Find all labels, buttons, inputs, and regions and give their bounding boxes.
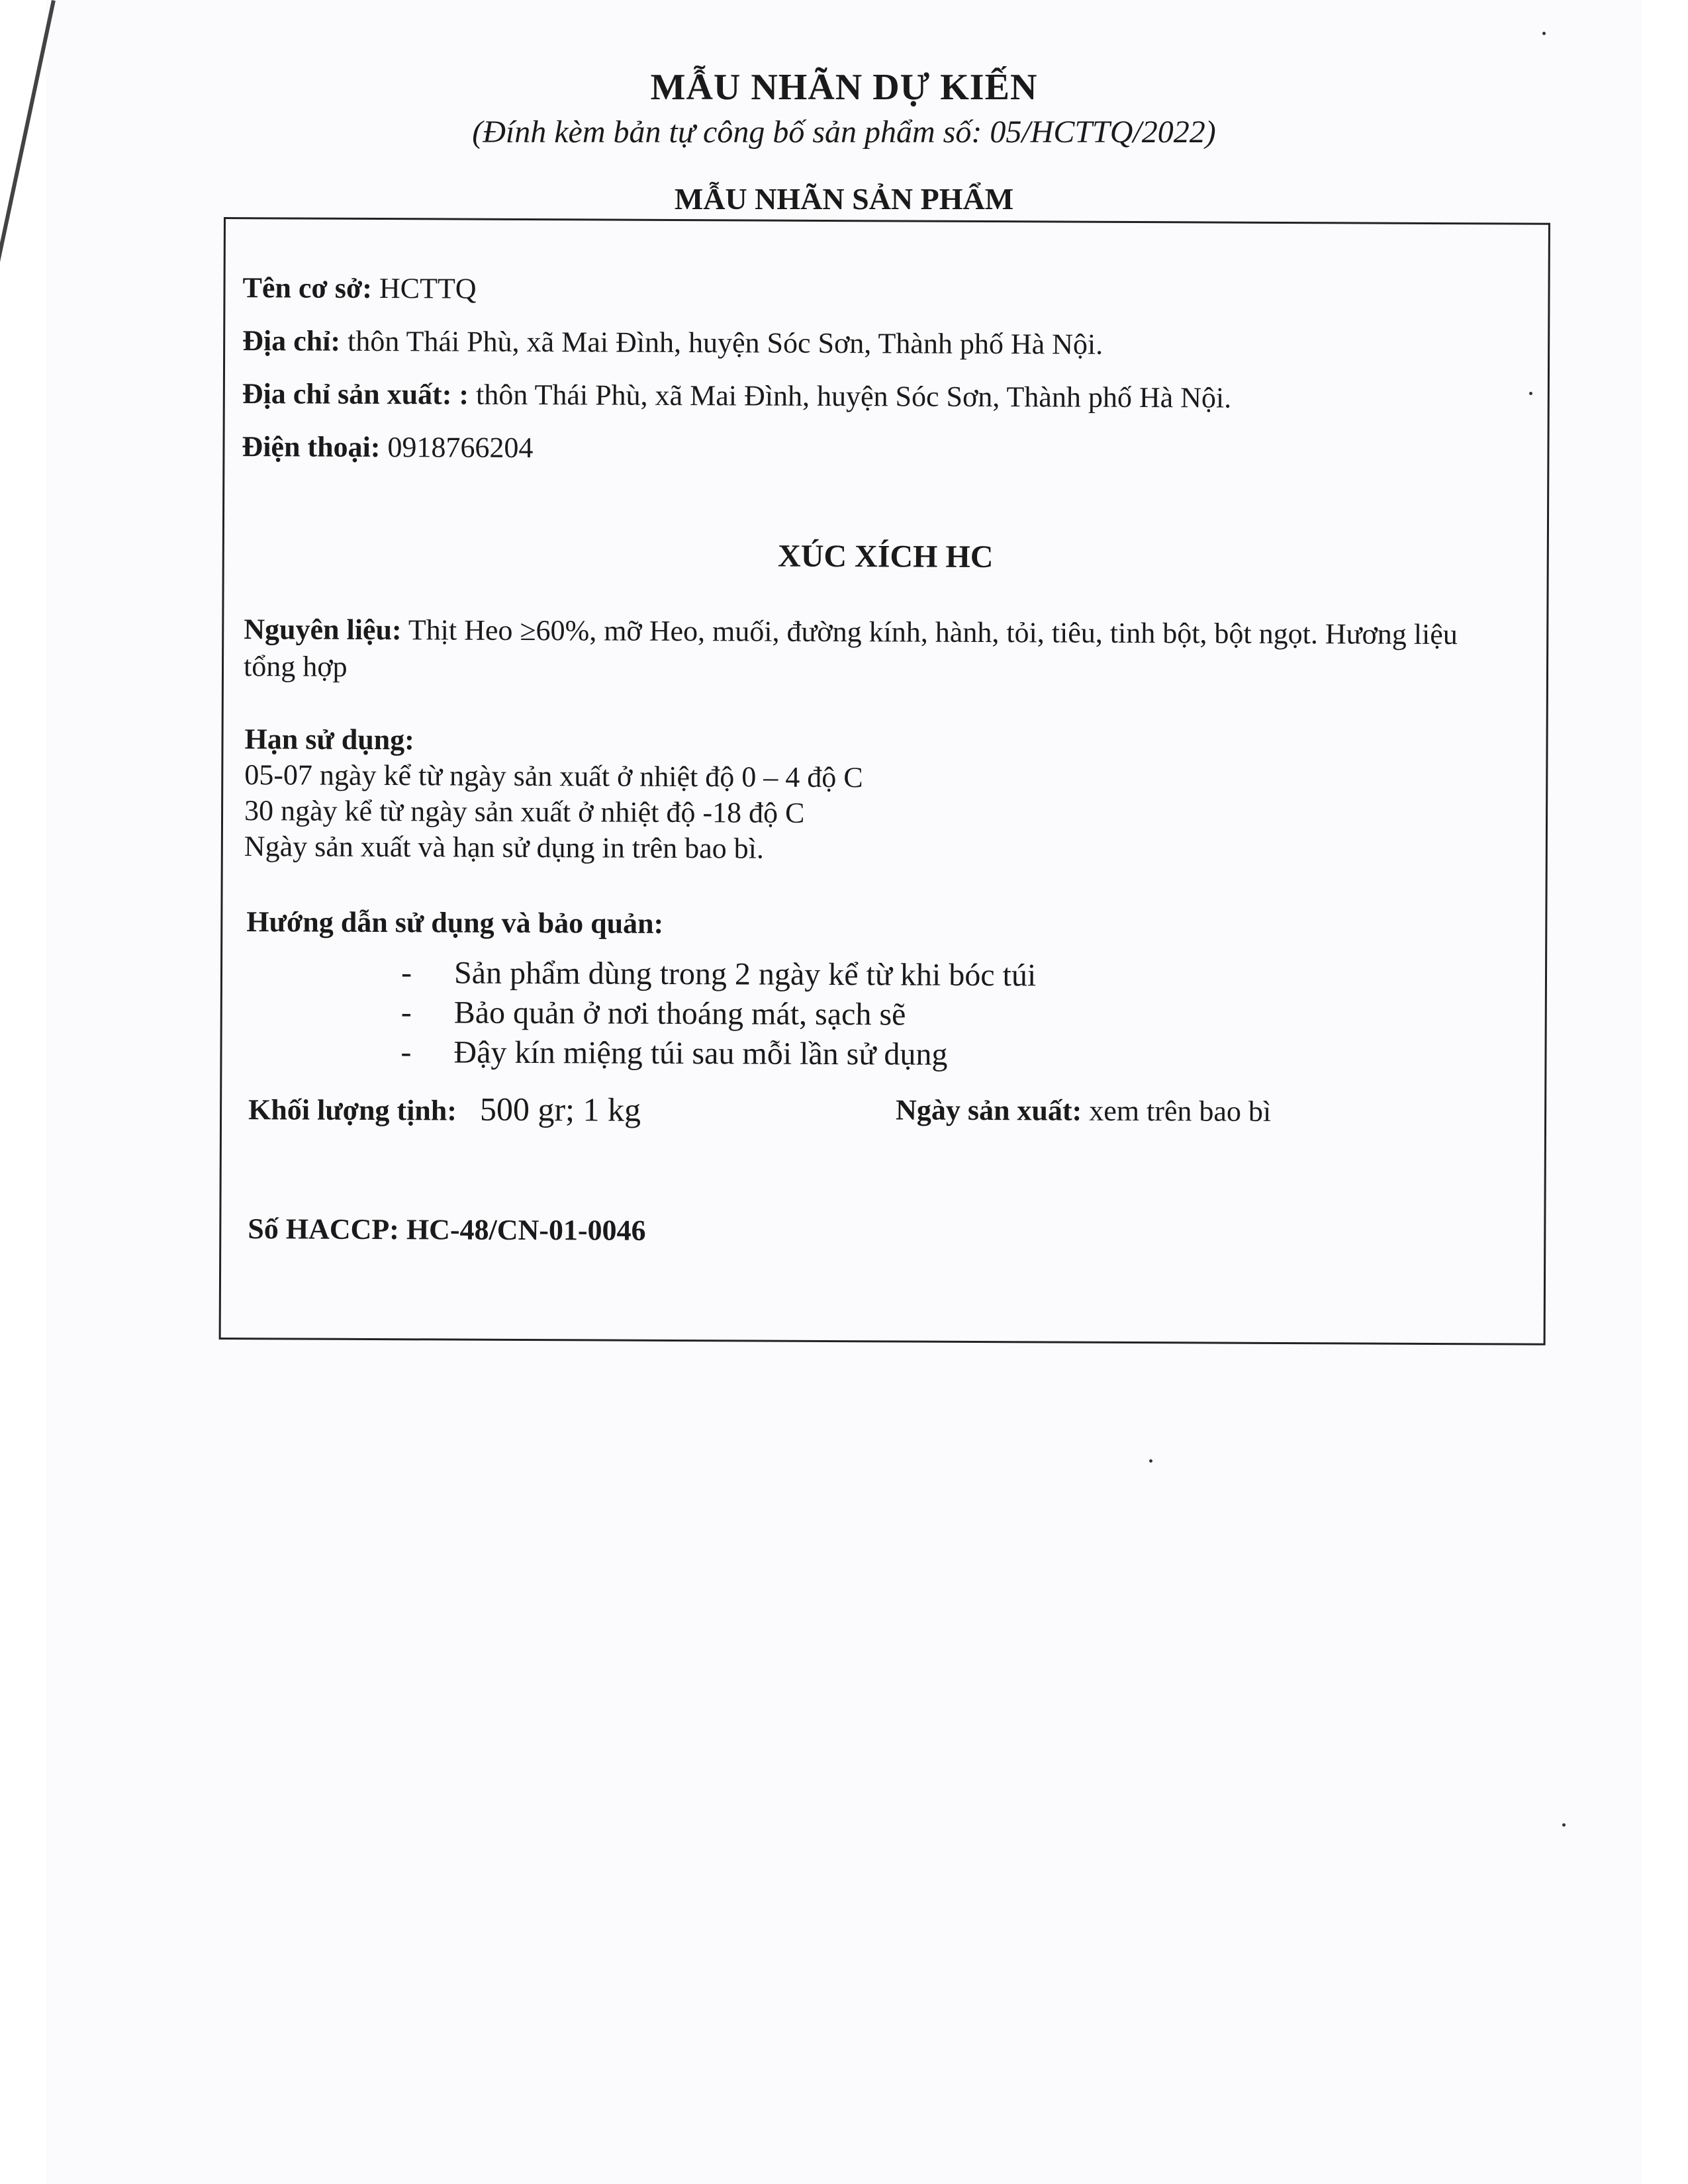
production-date-label: Ngày sản xuất: <box>896 1093 1082 1127</box>
label-heading: MẪU NHÃN SẢN PHẨM <box>674 182 1014 216</box>
phone-line <box>242 430 533 465</box>
production-address-line <box>242 377 1232 415</box>
facility-address-line <box>242 324 1103 361</box>
ingredients-line-2: tổng hợp <box>243 650 348 683</box>
document-subtitle: (Đính kèm bản tự công bố sản phẩm số: 05/HCTTQ/2022) <box>472 114 1216 150</box>
production-date-value: xem trên bao bì <box>1082 1094 1272 1128</box>
bullet-dash: - <box>400 1034 412 1070</box>
facility-address-value: thôn Thái Phù, xã Mai Đình, huyện Sóc Sơn, Thành phố Hà Nội. <box>340 324 1103 361</box>
ingredients-value: Thịt Heo ≥60%, mỡ Heo, muối, đường kính, hành, tỏi, tiêu, tinh bột, bột ngọt. Hương liệu <box>401 614 1458 651</box>
scan-speck <box>1542 32 1546 35</box>
usage-label: Hướng dẫn sử dụng và bảo quản: <box>246 905 664 940</box>
net-weight-line <box>248 1089 641 1129</box>
shelf-life-label: Hạn sử dụng: <box>244 723 414 756</box>
facility-name-value: HCTTQ <box>371 271 477 305</box>
net-weight-label: Khối lượng tịnh: <box>248 1093 457 1127</box>
scan-speck <box>1149 1459 1152 1463</box>
usage-item-text: Sản phẩm dùng trong 2 ngày kể từ khi bóc túi <box>453 955 1037 993</box>
usage-list-item <box>401 954 1036 993</box>
shelf-life-line: 30 ngày kể từ ngày sản xuất ở nhiệt độ -18 độ C <box>244 794 805 829</box>
product-label-box <box>219 217 1550 1345</box>
facility-name-label: Tên cơ sở: <box>242 271 373 304</box>
phone-value: 0918766204 <box>380 431 534 465</box>
usage-list-item <box>401 994 906 1032</box>
usage-list-item <box>400 1034 947 1073</box>
bullet-dash: - <box>400 955 412 991</box>
scan-margin <box>0 0 46 2184</box>
facility-name-line <box>242 271 476 306</box>
shelf-life-line: Ngày sản xuất và hạn sử dụng in trên bao bì. <box>244 830 765 865</box>
phone-label: Điện thoại: <box>242 430 381 464</box>
net-weight-value: 500 gr; 1 kg <box>479 1090 641 1128</box>
ingredients-label: Nguyên liệu: <box>244 613 402 647</box>
shelf-life-line: 05-07 ngày kể từ ngày sản xuất ở nhiệt độ 0 – 4 độ C <box>244 758 863 794</box>
facility-address-label: Địa chỉ: <box>242 324 341 357</box>
usage-item-text: Bảo quản ở nơi thoáng mát, sạch sẽ <box>453 995 906 1032</box>
production-date-line <box>896 1093 1271 1128</box>
usage-item-text: Đậy kín miệng túi sau mỗi lần sử dụng <box>453 1034 948 1072</box>
haccp-number: Số HACCP: HC-48/CN-01-0046 <box>248 1212 646 1247</box>
ingredients-line-1 <box>244 612 1458 651</box>
product-name: XÚC XÍCH HC <box>777 538 994 575</box>
bullet-dash: - <box>400 995 412 1030</box>
production-address-value: thôn Thái Phù, xã Mai Đình, huyện Sóc Sơn, Thành phố Hà Nội. <box>468 378 1232 414</box>
scan-speck <box>1562 1823 1566 1827</box>
document-title: MẪU NHÃN DỰ KIẾN <box>650 67 1038 108</box>
production-address-label: Địa chỉ sản xuất: : <box>242 377 469 411</box>
